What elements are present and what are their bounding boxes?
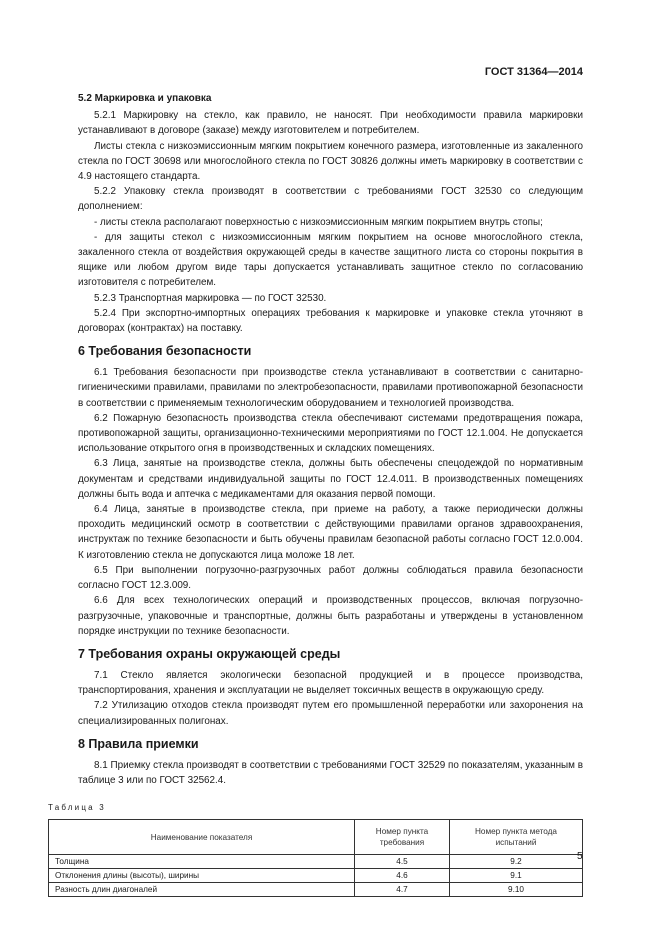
requirements-table	[48, 819, 583, 897]
column-header: Номер пункта требования	[355, 820, 450, 855]
page-number: 5	[577, 851, 583, 862]
table-caption: Таблица 3	[48, 803, 106, 813]
document-body	[48, 91, 583, 897]
section-heading-7: 7 Требования охраны окружающей среды	[78, 646, 341, 661]
paragraph: 6.6 Для всех технологических операций и производственных процессов, включая погрузочно-разгрузочные, упаковочные и транспортные, должны быть разработаны и утверждены в установленном порядке инструкции по технике безопасности.	[78, 595, 583, 637]
table-row	[49, 883, 583, 897]
paragraph: Листы стекла с низкоэмиссионным мягким покрытием конечного размера, изготовленные из закаленного стекла по ГОСТ 30698 или многослойного стекла по ГОСТ 30826 должны иметь маркировку в соответствии с 4.9 настоящего стандарта.	[78, 140, 583, 183]
table-cell: 4.7	[355, 883, 450, 897]
table-cell: 4.5	[355, 855, 450, 869]
column-header: Наименование показателя	[49, 820, 355, 855]
paragraph: 5.2.2 Упаковку стекла производят в соответствии с требованиями ГОСТ 32530 со следующим дополнением:	[78, 186, 583, 213]
paragraph: 7.1 Стекло является экологически безопасной продукцией и в процессе производства, транспортирования, хранения и эксплуатации не выделяет токсичных веществ в окружающую среду.	[78, 669, 583, 697]
paragraph: 8.1 Приемку стекла производят в соответствии с требованиями ГОСТ 32529 по показателям, указанным в таблице 3 или по ГОСТ 32562.4.	[78, 759, 583, 786]
paragraph: 6.3 Лица, занятые на производстве стекла, должны быть обеспечены спецодеждой по нормативным документам и средствами индивидуальной защиты по ГОСТ 12.4.011. В производственных помещениях должны быть вода и аптечка с медикаментами для оказания первой помощи.	[78, 458, 583, 500]
paragraph: 6.4 Лица, занятые в производстве стекла, при приеме на работу, а также периодически должны проходить медицинский осмотр в соответствии с действующими правилами органов здравоохранения, инструктаж по технике безопасности и быть обучены правилам безопасной работы согласно ГОСТ 12.0.004. К изготовлению стекла не допускаются лица моложе 18 лет.	[78, 504, 583, 561]
list-item: - листы стекла располагают поверхностью с низкоэмиссионным мягким покрытием внутрь стопы;	[94, 216, 543, 228]
table-cell: 4.6	[355, 869, 450, 883]
column-header: Номер пункта метода испытаний	[450, 820, 583, 855]
paragraph: 5.2.3 Транспортная маркировка — по ГОСТ 32530.	[94, 292, 327, 304]
table-cell: 9.1	[450, 869, 583, 883]
table-cell: 9.10	[450, 883, 583, 897]
section-heading-6: 6 Требования безопасности	[78, 344, 252, 359]
table-cell: Толщина	[49, 855, 355, 869]
paragraph: 6.2 Пожарную безопасность производства стекла обеспечивают системами предотвращения пожара, противопожарной защиты, организационно-техническими мероприятиями по ГОСТ 12.1.004. Не допускается использование открытого огня в производственных и складских помещениях.	[78, 412, 583, 455]
table-row	[49, 855, 583, 869]
paragraph: 5.2.1 Маркировку на стекло, как правило, не наносят. При необходимости правила маркировки устанавливают в договоре (заказе) между изготовителем и потребителем.	[78, 110, 583, 137]
paragraph: 6.1 Требования безопасности при производстве стекла устанавливают в соответствии с санитарно-гигиеническими правилами, правилами по электробезопасности, правилами противопожарной безопасности в соответствии с применяемым технологическим оборудованием и технологией производства.	[78, 367, 583, 409]
list-item: - для защиты стекол с низкоэмиссионным мягким покрытием на основе многослойного стекла, закаленного стекла от воздействия окружающей среды в качестве защитного листа со стороны покрытия в ящике или любом другом виде тары допускается устанавливать защитное стекло по согласованию изготовителя с потребителем.	[78, 231, 583, 289]
table-header-row	[49, 820, 583, 855]
table-cell: Отклонения длины (высоты), ширины	[49, 869, 355, 883]
paragraph: 6.5 При выполнении погрузочно-разгрузочных работ должны соблюдаться правила безопасности согласно ГОСТ 12.3.009.	[78, 564, 583, 592]
table-cell: 9.2	[450, 855, 583, 869]
standard-number: ГОСТ 31364—2014	[484, 66, 583, 78]
subsection-heading-5-2: 5.2 Маркировка и упаковка	[78, 93, 212, 104]
section-heading-8: 8 Правила приемки	[78, 736, 199, 751]
table-cell: Разность длин диагоналей	[49, 883, 355, 897]
paragraph: 5.2.4 При экспортно-импортных операциях требования к маркировке и упаковке стекла уточняют в договорах (контрактах) на поставку.	[78, 307, 583, 335]
paragraph: 7.2 Утилизацию отходов стекла производят путем его промышленной переработки или захоронения на специализированных полигонах.	[78, 700, 583, 727]
table-row	[49, 869, 583, 883]
